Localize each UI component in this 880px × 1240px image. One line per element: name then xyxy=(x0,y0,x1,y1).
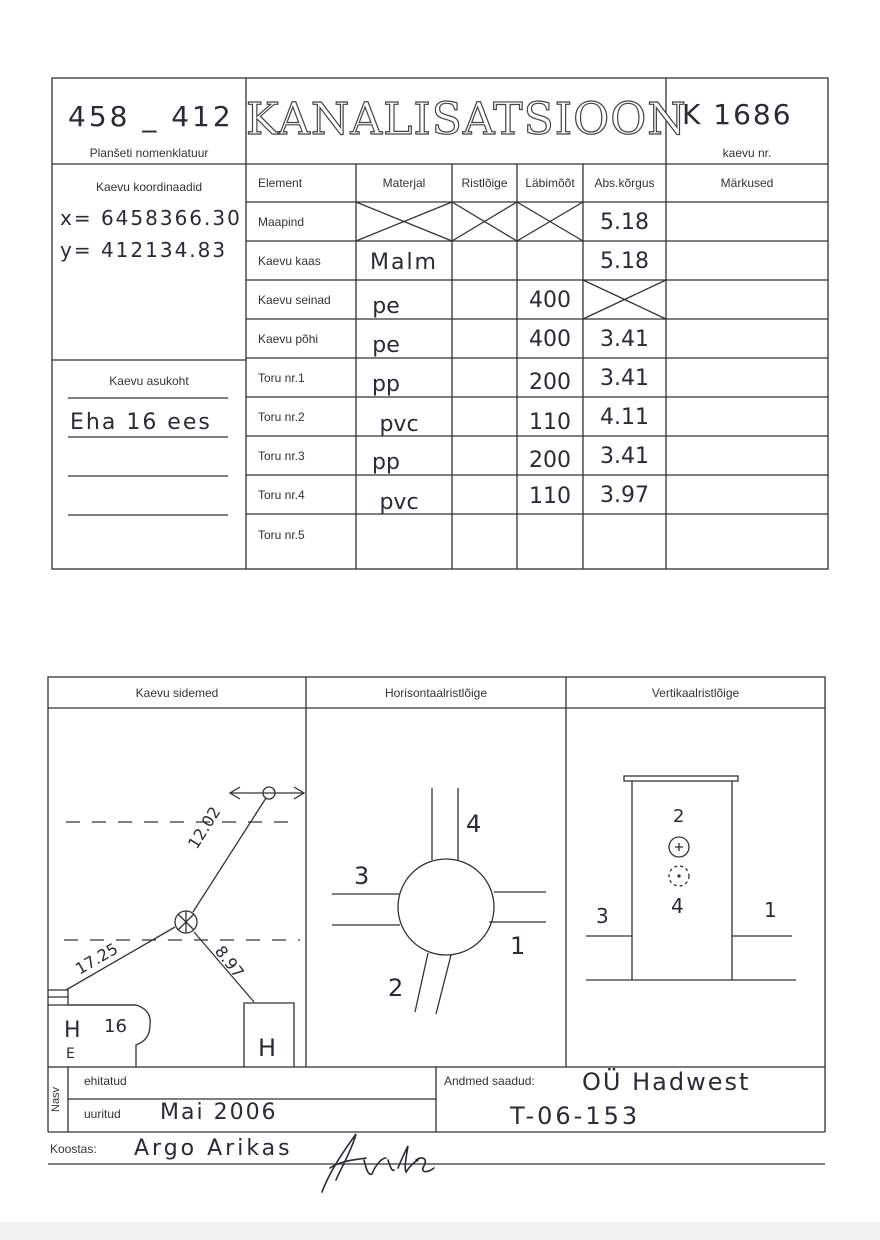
vertical-pipe-1-label: 1 xyxy=(764,898,777,922)
sketch-header-vertical: Vertikaalristlõige xyxy=(651,686,740,700)
table-row-abs: 3.41 xyxy=(600,444,649,469)
footer-data-source-company: OÜ Hadwest xyxy=(582,1068,751,1096)
building-left-e: E xyxy=(66,1046,75,1062)
table-row-abs: 5.18 xyxy=(600,249,649,274)
table-row-abs: 4.11 xyxy=(600,405,649,430)
horizontal-pipe-2-label: 2 xyxy=(388,974,404,1002)
table-header-cross-section: Ristlõige xyxy=(461,176,508,190)
nomenclature-value: 458 _ 412 xyxy=(68,100,234,133)
footer-surveyed-label: uuritud xyxy=(84,1107,121,1121)
tie-distance-1202: 12.02 xyxy=(184,803,225,853)
footer-author-label: Koostas: xyxy=(50,1142,97,1156)
table-row-material: pp xyxy=(372,450,400,475)
nomenclature-label: Planšeti nomenklatuur xyxy=(89,146,209,160)
table-row-diameter: 400 xyxy=(529,288,571,313)
table-header-abs-height: Abs.kõrgus xyxy=(594,176,655,190)
horizontal-pipe-4-label: 4 xyxy=(466,810,482,838)
table-row-diameter: 110 xyxy=(529,410,571,435)
vertical-pipe-4-label: 4 xyxy=(671,894,684,918)
table-row-abs: 5.18 xyxy=(600,210,649,235)
table-row-material: pe xyxy=(372,333,400,358)
footer-side-label: Nasv xyxy=(50,1086,62,1112)
sketch-header-horizontal: Horisontaalristlõige xyxy=(384,686,488,700)
table-row-diameter: 110 xyxy=(529,484,571,509)
table-row-element: Kaevu kaas xyxy=(258,254,321,268)
table-row-material: pp xyxy=(372,372,400,397)
table-row-element: Kaevu põhi xyxy=(258,332,319,346)
page-title: KANALISATSIOON xyxy=(246,94,687,145)
footer-built-label: ehitatud xyxy=(84,1074,127,1088)
table-row-material: Malm xyxy=(369,250,438,275)
table-row-element: Maapind xyxy=(258,215,305,229)
table-header-diameter: Läbimõõt xyxy=(525,176,575,190)
table-row-element: Toru nr.5 xyxy=(258,528,305,542)
tie-distance-1725: 17.25 xyxy=(72,939,122,979)
footer-data-source-label: Andmed saadud: xyxy=(444,1074,535,1088)
building-left-number: 16 xyxy=(104,1016,127,1037)
table-row-abs: 3.97 xyxy=(600,483,649,508)
vertical-pipe-2-label: 2 xyxy=(673,806,685,827)
table-header-notes: Märkused xyxy=(720,176,774,190)
vertical-pipe-3-label: 3 xyxy=(596,904,609,928)
building-right-h: H xyxy=(258,1034,277,1062)
building-left-h: H xyxy=(64,1018,81,1043)
table-row-element: Toru nr.4 xyxy=(258,488,305,502)
footer-data-source-reference: T-06-153 xyxy=(510,1102,641,1130)
tie-distance-897: 8.97 xyxy=(211,942,248,982)
location-value: Eha 16 ees xyxy=(70,410,212,435)
table-row-material: pe xyxy=(372,294,400,319)
well-number-value: K 1686 xyxy=(682,98,793,131)
table-row-abs: 3.41 xyxy=(600,366,649,391)
table-header-material: Materjal xyxy=(382,176,426,190)
sketch-header-ties: Kaevu sidemed xyxy=(135,686,219,700)
scan-bottom-edge xyxy=(0,1222,880,1240)
table-row-material: pvc xyxy=(379,412,419,437)
table-row-element: Toru nr.1 xyxy=(258,371,305,385)
well-number-label: kaevu nr. xyxy=(722,146,772,160)
table-row-diameter: 200 xyxy=(529,448,571,473)
table-row-abs: 3.41 xyxy=(600,327,649,352)
coordinates-label: Kaevu koordinaadid xyxy=(95,180,203,194)
footer-surveyed-value: Mai 2006 xyxy=(160,1100,278,1125)
table-row-element: Toru nr.3 xyxy=(258,449,305,463)
table-header-element: Element xyxy=(258,176,303,190)
table-row-material: pvc xyxy=(379,490,419,515)
table-row-diameter: 200 xyxy=(529,370,571,395)
horizontal-pipe-1-label: 1 xyxy=(510,932,526,960)
location-label: Kaevu asukoht xyxy=(109,374,189,388)
coordinate-x: x= 6458366.30 xyxy=(60,206,242,230)
horizontal-pipe-3-label: 3 xyxy=(354,862,370,890)
table-row-element: Kaevu seinad xyxy=(258,293,331,307)
footer-author-value: Argo Arikas xyxy=(134,1136,293,1161)
coordinate-y: y= 412134.83 xyxy=(60,238,228,262)
table-row-element: Toru nr.2 xyxy=(258,410,305,424)
table-row-diameter: 400 xyxy=(529,327,571,352)
